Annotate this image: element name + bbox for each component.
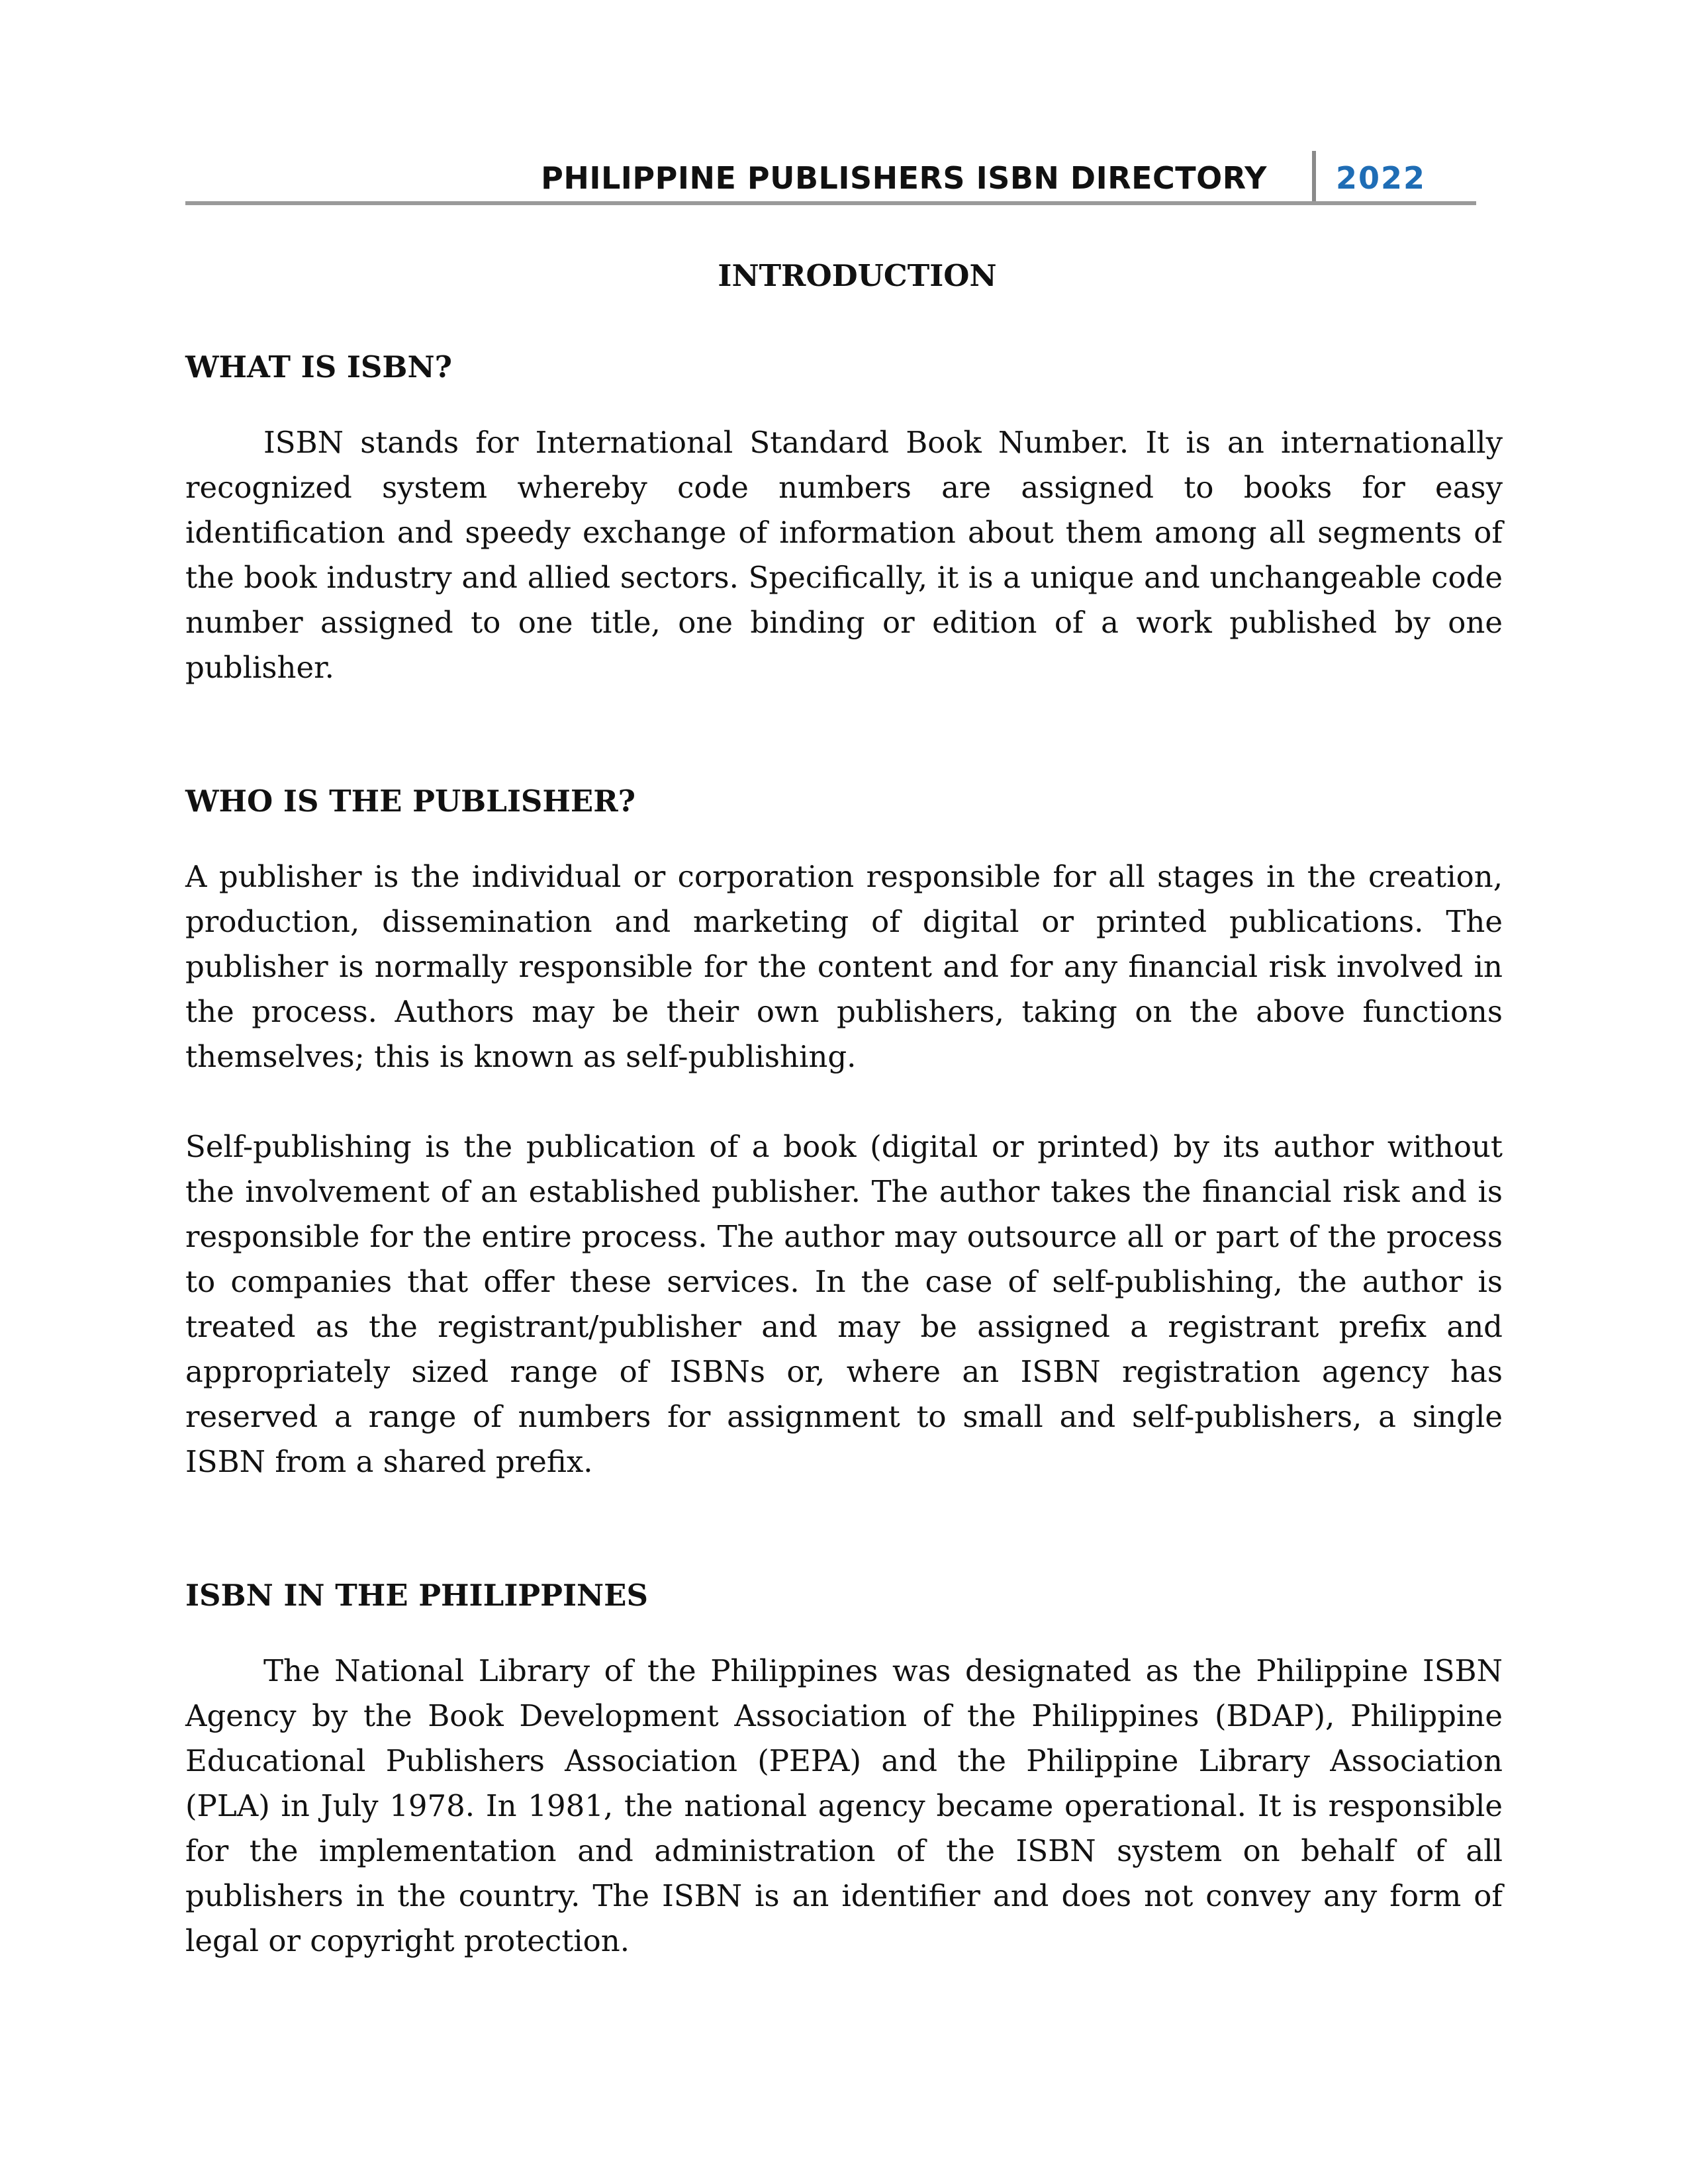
header-rule [185, 201, 1476, 205]
spacer [185, 1079, 1503, 1124]
spacer [185, 1484, 1503, 1573]
introduction-title: INTRODUCTION [718, 258, 997, 293]
section-heading-isbn-philippines: ISBN IN THE PHILIPPINES [185, 1578, 648, 1613]
page-header [185, 151, 1476, 204]
spacer [185, 690, 1503, 779]
paragraph-publisher-definition: A publisher is the individual or corporation responsible for all stages in the creation, production, dissemination and marketing of digital or printed publications. The publisher is normally responsible for the content and for any financial risk involved in the process. Authors may be their own publishers, taking on the above functions themselves; this is known as self-publishing. [185, 859, 1503, 1074]
header-year: 2022 [1336, 160, 1427, 196]
page-content [185, 258, 1503, 1964]
header-title: PHILIPPINE PUBLISHERS ISBN DIRECTORY [541, 160, 1267, 196]
header-divider [1312, 151, 1316, 204]
paragraph-isbn-philippines: The National Library of the Philippines was designated as the Philippine ISBN Agency by the Book Development Association of the Philippines (BDAP), Philippine Educational Publishers Association (PEPA) and the Philippine Library Association (PLA) in July 1978. In 1981, the national agency became operational. It is responsible for the implementation and administration of the ISBN system on behalf of all publishers in the country. The ISBN is an identifier and does not convey any form of legal or copyright protection. [185, 1653, 1503, 1958]
section-heading-what-is-isbn: WHAT IS ISBN? [185, 349, 452, 385]
paragraph-self-publishing: Self-publishing is the publication of a book (digital or printed) by its author without the involvement of an established publisher. The author takes the financial risk and is responsible for the entire process. The author may outsource all or part of the process to companies that offer these services. In the case of self-publishing, the author is treated as the registrant/publisher and may be assigned a registrant prefix and appropriately sized range of ISBNs or, where an ISBN registration agency has reserved a range of numbers for assignment to small and self-publishers, a single ISBN from a shared prefix. [185, 1129, 1503, 1479]
section-heading-who-is-publisher: WHO IS THE PUBLISHER? [185, 784, 635, 819]
paragraph-what-is-isbn: ISBN stands for International Standard Book Number. It is an internationally recognized system whereby code numbers are assigned to books for easy identification and speedy exchange of information about them among all segments of the book industry and allied sectors. Specifically, it is a unique and unchangeable code number assigned to one title, one binding or edition of a work published by one publisher. [185, 425, 1503, 685]
